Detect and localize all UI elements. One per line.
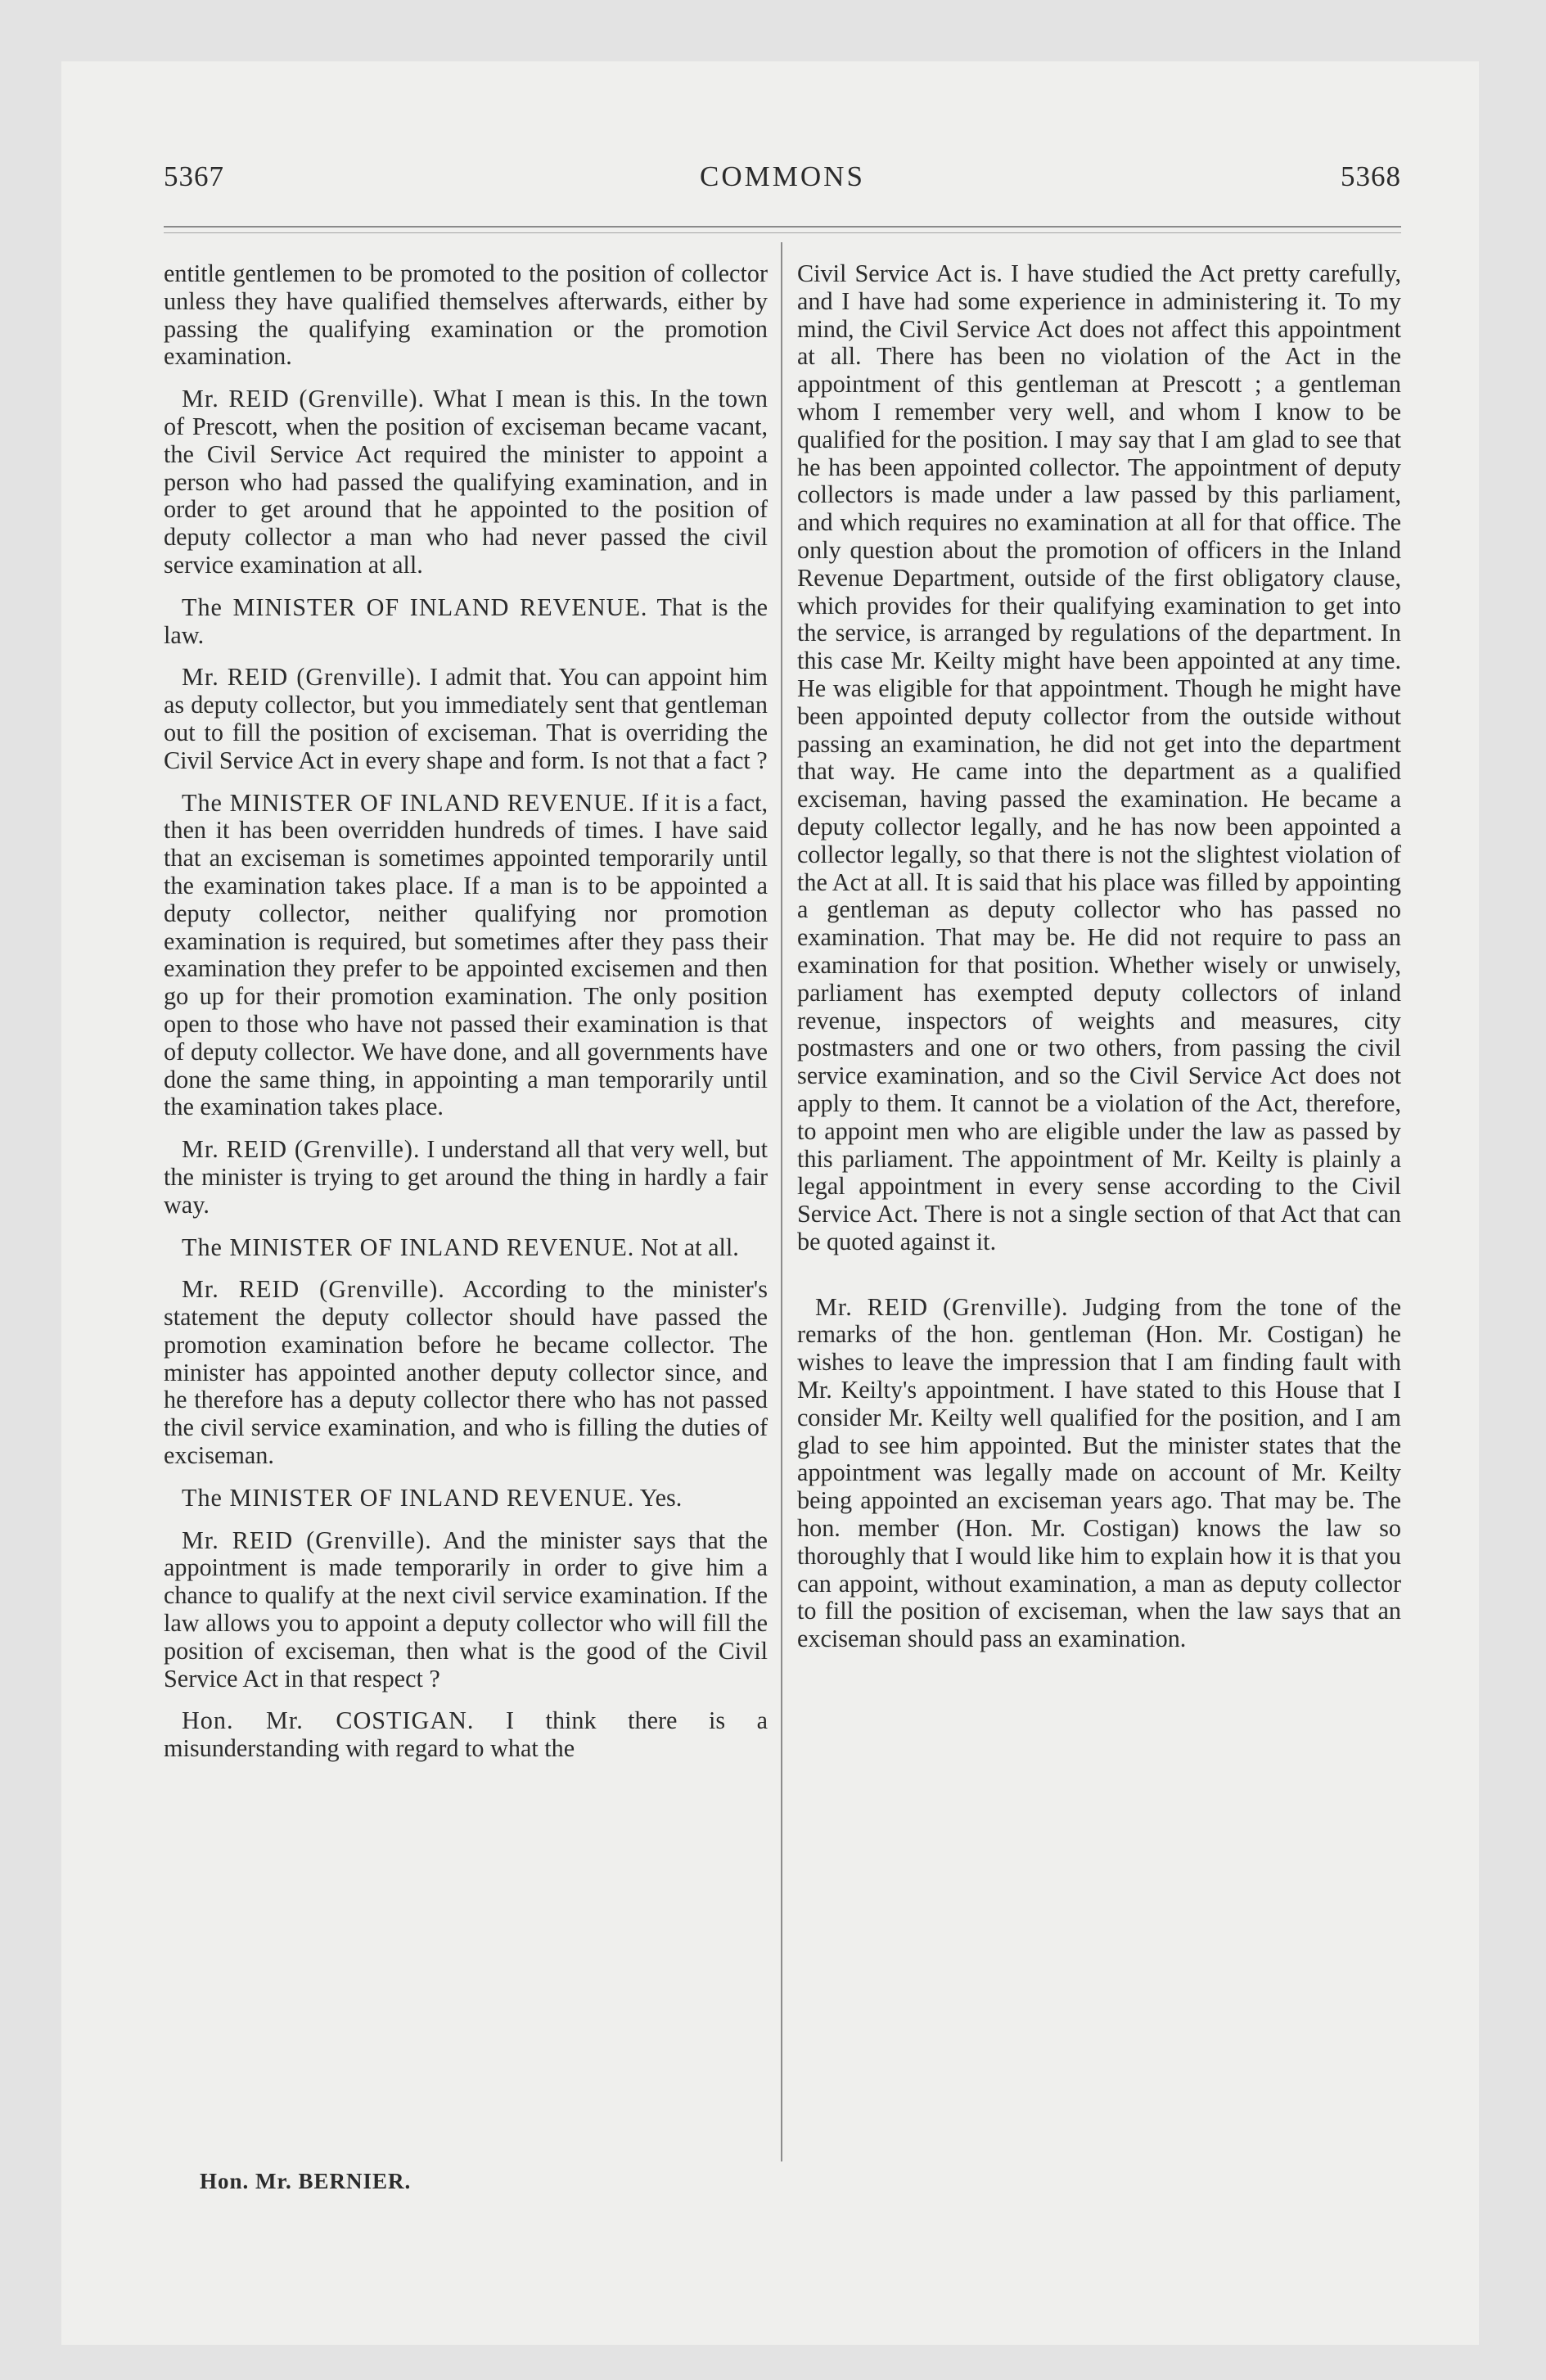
paragraph-text: I admit that. You can appoint him as deputy collector, but you immediately sent that gentleman out to fill the position of exciseman. That is overriding the Civil Service Act in every shape and form. Is not that a fact ? xyxy=(164,663,768,774)
paragraph xyxy=(797,260,1401,1256)
page-title: COMMONS xyxy=(700,160,865,192)
paragraph xyxy=(164,1234,768,1262)
header-rule xyxy=(164,226,1401,228)
paragraph xyxy=(164,385,768,579)
paragraph xyxy=(797,1294,1401,1653)
speaker-name: Mr. REID (Grenville). xyxy=(182,663,422,692)
paragraph xyxy=(164,1527,768,1693)
paragraph-text: I think there is a misunderstanding with regard to what the xyxy=(164,1706,768,1763)
speaker-name: Mr. REID (Grenville). xyxy=(182,385,426,413)
speaker-name: Hon. Mr. COSTIGAN. xyxy=(182,1706,475,1735)
paragraph-text: According to the minister's statement the deputy collector should have passed the promotion examination before he became collector. The minister has appointed another deputy collector since, and he therefore has a deputy collector there who has not passed the civil service examination, and who is filling the duties of exciseman. xyxy=(164,1275,768,1470)
paragraph xyxy=(164,594,768,650)
paragraph-text: entitle gentlemen to be promoted to the position of collector unless they have qualified themselves afterwards, either by passing the qualifying examination or the promotion examination. xyxy=(164,259,768,371)
page-number-left: 5367 xyxy=(164,160,224,192)
paragraph-text: What I mean is this. In the town of Prescott, when the position of exciseman became vacant, the Civil Service Act required the minister to appoint a person who had passed the qualifying examination, and in order to get around that he appointed to the position of deputy collector a man who had never passed the civil service examination at all. xyxy=(164,385,768,579)
paragraph xyxy=(164,1707,768,1763)
header-rule-thin xyxy=(164,232,1401,233)
footer-catchword: Hon. Mr. BERNIER. xyxy=(200,2169,412,2193)
page-header xyxy=(164,160,1401,210)
paragraph xyxy=(164,1136,768,1219)
speaker-name: The MINISTER OF INLAND REVENUE. xyxy=(182,788,636,817)
speaker-name: The MINISTER OF INLAND REVENUE. xyxy=(182,593,648,621)
speaker-name: The MINISTER OF INLAND REVENUE. xyxy=(182,1233,635,1261)
right-column xyxy=(797,260,1401,1668)
paragraph-gap xyxy=(797,1271,1401,1294)
speaker-name: The MINISTER OF INLAND REVENUE. xyxy=(182,1483,635,1512)
paragraph xyxy=(164,260,768,371)
speaker-name: Mr. REID (Grenville). xyxy=(182,1135,421,1164)
paragraph-text: Judging from the tone of the remarks of the hon. gentleman (Hon. Mr. Costigan) he wishes to leave the impression that I am finding fault with Mr. Keilty's appointment. I have stated to this House that I consider Mr. Keilty well qualified for the position, and I am glad to see him appointed. But the minister states that the appointment was legally made on account of Mr. Keilty being appointed an exciseman years ago. That may be. The hon. member (Hon. Mr. Costigan) knows the law so thoroughly that I would like him to explain how it is that you can appoint, without examination, a man as deputy collector to fill the position of exciseman, when the law says that an exciseman should pass an examination. xyxy=(797,1292,1402,1653)
speaker-name: Mr. REID (Grenville). xyxy=(815,1292,1069,1321)
paragraph-text: That is the law. xyxy=(164,593,768,649)
paragraph-text: And the minister says that the appointment is made temporarily in order to give him a chance to qualify at the next civil service examination. If the law allows you to appoint a deputy collector who will fill the position of exciseman, then what is the good of the Civil Service Act in that respect ? xyxy=(164,1526,768,1693)
paragraph xyxy=(164,790,768,1122)
paragraph xyxy=(164,1485,768,1512)
left-column xyxy=(164,260,768,1778)
paragraph-text: If it is a fact, then it has been overridden hundreds of times. I have said that an exciseman is sometimes appointed temporarily until the examination takes place. If a man is to be appointed a deputy collector, neither qualifying nor promotion examination is required, but sometimes after they pass their examination they prefer to be appointed excisemen and then go up for their promotion examination. The only position open to those who have not passed their examination is that of deputy collector. We have done, and all governments have done the same thing, in appointing a man temporarily until the examination takes place. xyxy=(164,788,768,1121)
speaker-name: Mr. REID (Grenville). xyxy=(182,1526,432,1554)
paragraph-text: I understand all that very well, but the minister is trying to get around the thing in hardly a fair way. xyxy=(164,1135,768,1219)
page-number-right: 5368 xyxy=(1341,160,1401,192)
paragraph xyxy=(164,1276,768,1470)
speaker-name: Mr. REID (Grenville). xyxy=(182,1275,445,1304)
column-divider xyxy=(781,242,782,2161)
paragraph-text: Not at all. xyxy=(640,1233,739,1261)
paragraph-text: Yes. xyxy=(639,1483,683,1512)
paragraph xyxy=(164,664,768,774)
paragraph-text: Civil Service Act is. I have studied the Act pretty carefully, and I have had some experience in administering it. To my mind, the Civil Service Act does not affect this appointment at all. There has been no violation of the Act in the appointment of this gentleman at Prescott ; a gentleman whom I remember very well, and whom I know to be qualified for the position. I may say that I am glad to see that he has been appointed collector. The appointment of deputy collectors is made under a law passed by this parliament, and which requires no examination at all for that office. The only question about the promotion of officers in the Inland Revenue Department, outside of the first obligatory clause, which provides for their qualifying examination to get into the service, is arranged by regulations of the department. In this case Mr. Keilty might have been appointed at any time. He was eligible for that appointment. Though he might have been appointed deputy collector from the outside without passing an examination, he did not get into the department that way. He came into the department as a qualified exciseman, having passed the examination. He became a deputy collector legally, and he has now been appointed a collector legally, so that there is not the slightest violation of the Act at all. It is said that his place was filled by appointing a gentleman as deputy collector who has passed no examination. That may be. He did not require to pass an examination for that position. Whether wisely or unwisely, parliament has exempted deputy collectors of inland revenue, inspectors of weights and measures, city postmasters and one or two others, from passing the civil service examination, and so the Civil Service Act does not apply to them. It cannot be a violation of the Act, therefore, to appoint men who are eligible under the law as passed by this parliament. The appointment of Mr. Keilty is plainly a legal appointment in every sense according to the Civil Service Act. There is not a single section of that Act that can be quoted against it. xyxy=(797,259,1401,1255)
